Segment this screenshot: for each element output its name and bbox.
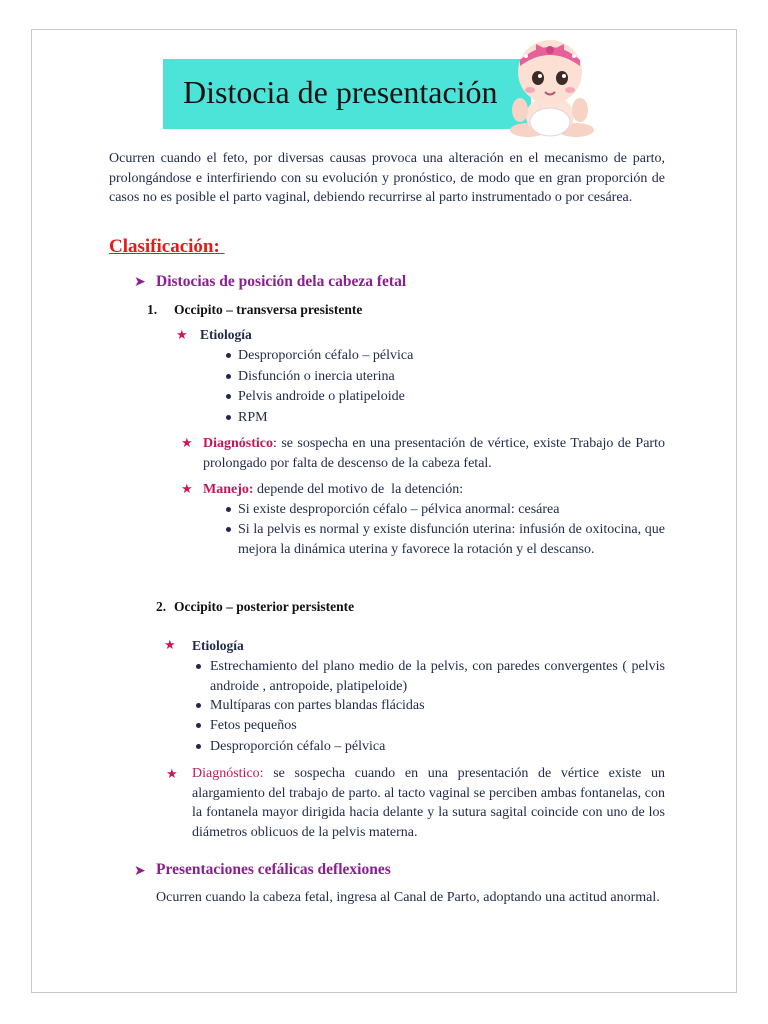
arrow-bullet-icon: ➤ [134, 275, 146, 290]
star-bullet-icon: ★ [181, 481, 193, 496]
list-bullet [226, 415, 231, 420]
intro-paragraph: Ocurren cuando el feto, por diversas causas provoca una alteración en el mecanismo de parto, prolongándose e interfiriendo con su evolución y pronóstico, de modo que en gran proporción de casos no es posible el parto vaginal, debiendo recurrirse al parto instrumentado o por cesárea. [109, 151, 665, 205]
list-bullet [226, 394, 231, 399]
star-bullet-icon: ★ [176, 327, 188, 342]
item1-diagnostico [203, 434, 665, 473]
item2-etiologia-label: Etiología [192, 638, 244, 653]
list-item: Desproporción céfalo – pélvica [210, 739, 386, 754]
list-bullet [226, 374, 231, 379]
section2-heading: Presentaciones cefálicas deflexiones [156, 861, 391, 878]
diagnostico-text: : se sospecha en una presentación de vértice, existe Trabajo de Parto prolongado por falta de descenso de la cabeza fetal. [203, 436, 665, 471]
item1-number: 1. [147, 302, 158, 317]
list-item: Si la pelvis es normal y existe disfunción uterina: infusión de oxitocina, que mejora la dinámica uterina y favorece la rotación y el descanso. [238, 522, 665, 557]
item2-diagnostico [192, 764, 665, 842]
item1-etiologia-label: Etiología [200, 327, 252, 342]
manejo-label: Manejo: [203, 482, 254, 497]
list-item: RPM [238, 410, 268, 425]
list-item: Fetos pequeños [210, 718, 297, 733]
list-bullet [226, 507, 231, 512]
manejo-text: depende del motivo de la detención: [253, 482, 464, 497]
list-bullet [196, 664, 201, 669]
list-item: Desproporción céfalo – pélvica [238, 348, 414, 363]
clasificacion-heading: Clasificación: [109, 236, 225, 257]
list-bullet [196, 703, 201, 708]
list-item: Si existe desproporción céfalo – pélvica anormal: cesárea [238, 502, 560, 517]
page-title: Distocia de presentación [183, 74, 498, 110]
item2-number: 2. [156, 599, 167, 614]
list-item: Disfunción o inercia uterina [238, 369, 395, 384]
item1-manejo [203, 480, 463, 500]
diagnostico-text: se sospecha cuando en una presentación de vértice existe un alargamiento del trabajo de parto. al tacto vaginal se perciben ambas fontanelas, con la fontanela mayor dirigida hacia delante y la sutura sagital coincide con uno de los diámetros oblicuos de la pelvis materna. [192, 766, 665, 840]
list-bullet [226, 353, 231, 358]
list-item: Estrechamiento del plano medio de la pelvis, con paredes convergentes ( pelvis androide , antropoide, platipeloide) [210, 659, 665, 694]
list-item: Pelvis androide o platipeloide [238, 389, 405, 404]
baby-illustration [498, 30, 602, 142]
item2-title: Occipito – posterior persistente [174, 599, 355, 614]
star-bullet-icon: ★ [166, 766, 178, 781]
list-item: Multíparas con partes blandas flácidas [210, 698, 425, 713]
list-bullet [196, 744, 201, 749]
star-bullet-icon: ★ [181, 435, 193, 450]
diagnostico-label: Diagnóstico: [192, 766, 264, 781]
diagnostico-label: Diagnóstico [203, 436, 273, 451]
list-bullet [226, 527, 231, 532]
star-bullet-icon: ★ [164, 637, 176, 652]
item1-title: Occipito – transversa presistente [174, 302, 363, 317]
section1-heading: Distocias de posición dela cabeza fetal [156, 273, 407, 290]
section2-text: Ocurren cuando la cabeza fetal, ingresa al Canal de Parto, adoptando una actitud anormal. [156, 890, 660, 905]
list-bullet [196, 723, 201, 728]
arrow-bullet-icon: ➤ [134, 864, 146, 879]
